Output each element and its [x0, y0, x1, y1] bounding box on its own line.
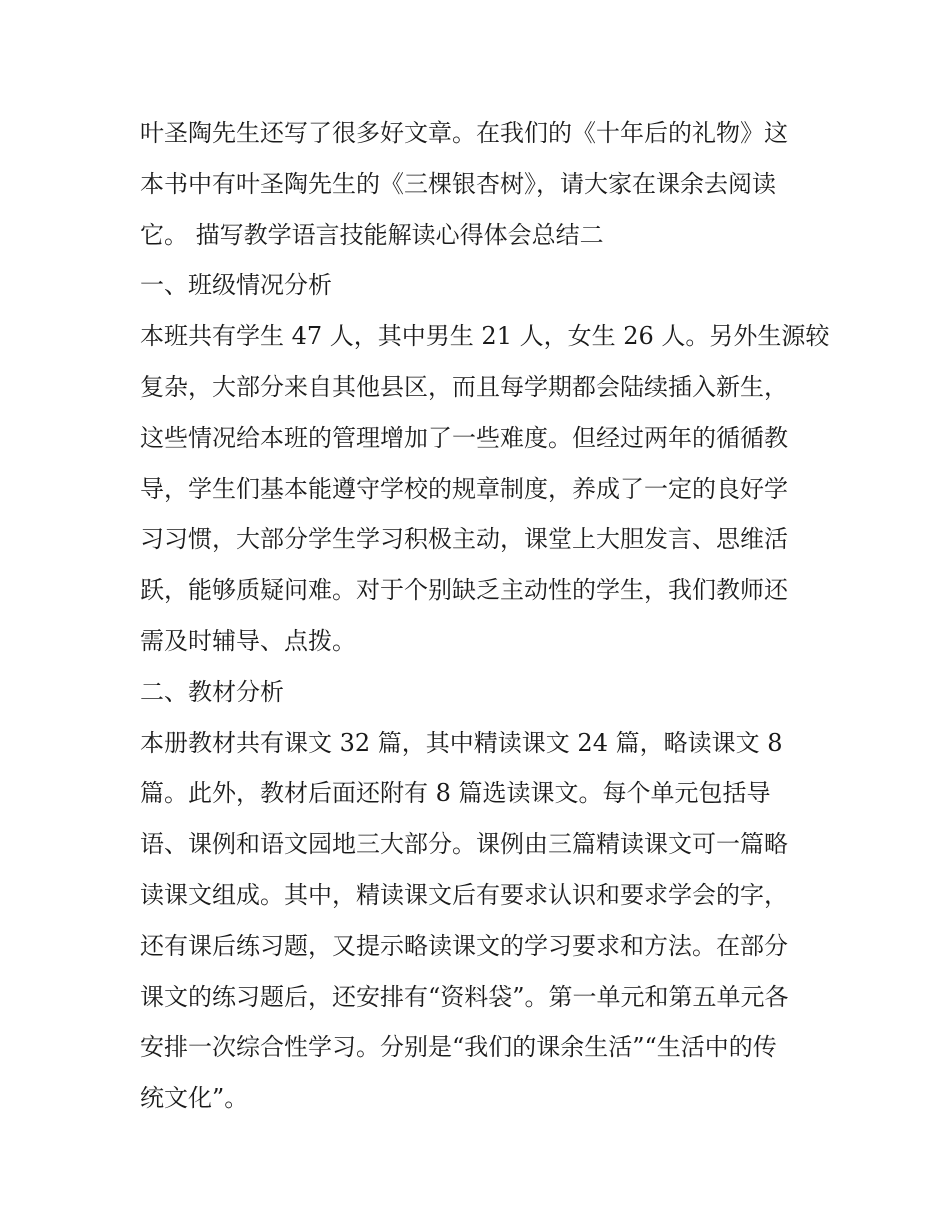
text-line: 需及时辅导、点拨。 [140, 626, 356, 655]
section-heading-class-analysis: 一、班级情况分析 [140, 271, 332, 300]
text-line: 本册教材共有课文 32 篇，其中精读课文 24 篇，略读课文 8 [140, 728, 783, 757]
text-line: 安排一次综合性学习。分别是“我们的课余生活”“生活中的传 [140, 1033, 777, 1062]
text-line: 它。 描写教学语言技能解读心得体会总结二 [140, 220, 604, 249]
text-line: 课文的练习题后，还安排有“资料袋”。第一单元和第五单元各 [140, 982, 789, 1011]
text-line: 本书中有叶圣陶先生的《三棵银杏树》，请大家在课余去阅读 [140, 169, 776, 198]
text-line: 跃，能够质疑问难。对于个别缺乏主动性的学生，我们教师还 [140, 576, 788, 605]
text-line: 习习惯，大部分学生学习积极主动，课堂上大胆发言、思维活 [140, 525, 788, 554]
text-line: 本班共有学生 47 人，其中男生 21 人，女生 26 人。另外生源较 [140, 322, 830, 351]
text-line: 这些情况给本班的管理增加了一些难度。但经过两年的循循教 [140, 423, 788, 452]
text-line: 复杂，大部分来自其他县区，而且每学期都会陆续插入新生， [140, 372, 788, 401]
text-line: 统文化”。 [140, 1084, 249, 1113]
text-line: 读课文组成。其中，精读课文后有要求认识和要求学会的字， [140, 880, 788, 909]
text-line: 导，学生们基本能遵守学校的规章制度，养成了一定的良好学 [140, 474, 788, 503]
section-heading-textbook-analysis: 二、教材分析 [140, 677, 284, 706]
text-line: 叶圣陶先生还写了很多好文章。在我们的《十年后的礼物》这 [140, 119, 788, 147]
text-line: 还有课后练习题，又提示略读课文的学习要求和方法。在部分 [140, 931, 788, 960]
body-text [140, 108, 830, 1124]
text-line: 语、课例和语文园地三大部分。课例由三篇精读课文可一篇略 [140, 830, 788, 859]
text-line: 篇。此外，教材后面还附有 8 篇选读课文。每个单元包括导 [140, 779, 771, 808]
